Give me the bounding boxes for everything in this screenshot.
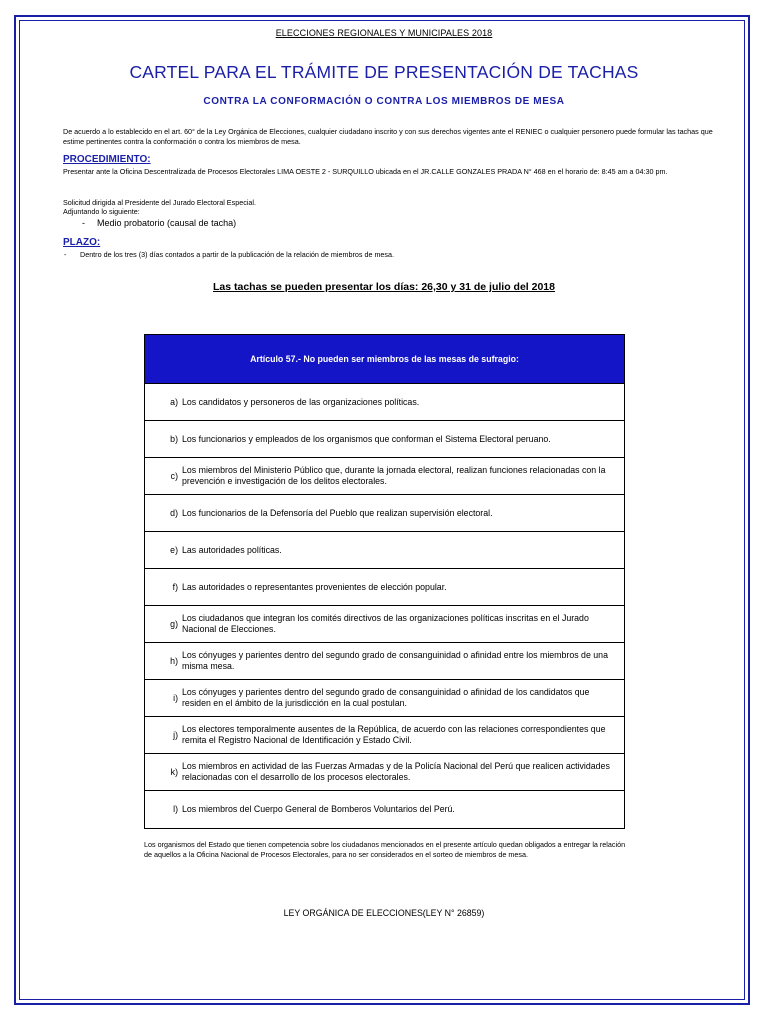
item-letter: d) — [170, 507, 178, 518]
law-reference: LEY ORGÁNICA DE ELECCIONES(LEY N° 26859) — [283, 908, 485, 918]
item-text: Los miembros del Ministerio Público que, durante la jornada electoral, realizan funciones relacionadas con la prevención e investigación de los delitos electorales. — [182, 465, 606, 486]
solicitud-text: Solicitud dirigida al Presidente del Jurado Electoral Especial. — [63, 198, 256, 207]
item-letter: b) — [170, 433, 178, 444]
intro-paragraph: De acuerdo a lo establecido en el art. 60° de la Ley Orgánica de Elecciones, cualquier ciudadano inscrito y con sus derechos vigentes ante el RENIEC o cualquier personero puede formular las tachas que estime pertinentes contra la conformación o contra los miembros de mesa. — [63, 127, 713, 146]
plazo-text: Dentro de los tres (3) días contados a partir de la publicación de la relación de miembros de mesa. — [80, 250, 395, 259]
medio-probatorio-item: Medio probatorio (causal de tacha) — [97, 218, 237, 228]
dates-line: Las tachas se pueden presentar los días: 26,30 y 31 de julio del 2018 — [213, 281, 555, 293]
item-letter: k) — [170, 766, 178, 777]
item-letter: a) — [170, 396, 178, 407]
table-row — [145, 569, 624, 606]
item-text: Las autoridades políticas. — [182, 544, 282, 555]
item-text: Los candidatos y personeros de las organizaciones políticas. — [182, 396, 420, 407]
table-row — [145, 458, 624, 495]
item-letter: i) — [173, 692, 178, 703]
item-text: Los cónyuges y parientes dentro del segundo grado de consanguinidad o afinidad de los candidatos que residen en el ámbito de la jurisdicción en la cual postulan. — [182, 687, 590, 708]
table-row — [145, 717, 624, 754]
election-label: ELECCIONES REGIONALES Y MUNICIPALES 2018 — [275, 28, 493, 38]
articulo-heading: Artículo 57.- No pueden ser miembros de las mesas de sufragio: — [145, 335, 624, 384]
table-row — [145, 680, 624, 717]
plazo-heading: PLAZO: — [63, 237, 101, 248]
bullet-dash: - — [64, 250, 67, 259]
procedimiento-text: Presentar ante la Oficina Descentralizada de Procesos Electorales LIMA OESTE 2 - SURQUILLO ubicada en el JR.CALLE GONZALES PRADA N° 468 en el horario de: 8:45 am a 04:30 pm. — [63, 167, 668, 176]
procedimiento-heading: PROCEDIMIENTO: — [63, 154, 151, 165]
item-letter: j) — [173, 729, 178, 740]
table-row — [145, 384, 624, 421]
item-text: Los miembros en actividad de las Fuerzas Armadas y de la Policía Nacional del Perú que realicen actividades relacionadas con el desarrollo de los procesos electorales. — [182, 761, 610, 782]
table-row — [145, 791, 624, 828]
item-letter: c) — [170, 470, 178, 481]
item-letter: g) — [170, 618, 178, 629]
articulo-table — [144, 334, 625, 829]
page-subtitle: CONTRA LA CONFORMACIÓN O CONTRA LOS MIEMBROS DE MESA — [203, 96, 565, 107]
item-text: Las autoridades o representantes provenientes de elección popular. — [182, 581, 447, 592]
bullet-dash: - — [82, 218, 85, 228]
footer-paragraph: Los organismos del Estado que tienen competencia sobre los ciudadanos mencionados en el presente artículo quedan obligados a entregar la relación de aquellos a la Oficina Nacional de Procesos Electorales, para no ser considerados en el sorteo de miembros de mesa. — [144, 840, 626, 859]
item-text: Los electores temporalmente ausentes de la República, de acuerdo con las relaciones correspondientes que remita el Registro Nacional de Identificación y Estado Civil. — [182, 724, 606, 745]
table-row — [145, 532, 624, 569]
item-text: Los cónyuges y parientes dentro del segundo grado de consanguinidad o afinidad entre los miembros de una misma mesa. — [182, 650, 608, 671]
item-text: Los funcionarios y empleados de los organismos que conforman el Sistema Electoral peruano. — [182, 433, 551, 444]
table-row — [145, 421, 624, 458]
item-letter: e) — [170, 544, 178, 555]
item-text: Los miembros del Cuerpo General de Bomberos Voluntarios del Perú. — [182, 804, 455, 814]
item-text: Los ciudadanos que integran los comités directivos de las organizaciones políticas inscritas en el Jurado Nacional de Elecciones. — [182, 613, 589, 634]
table-row — [145, 643, 624, 680]
table-row — [145, 495, 624, 532]
item-text: Los funcionarios de la Defensoría del Pueblo que realizan supervisión electoral. — [182, 507, 493, 518]
page-title: CARTEL PARA EL TRÁMITE DE PRESENTACIÓN DE TACHAS — [129, 62, 639, 82]
item-letter: l) — [173, 804, 178, 814]
item-letter: h) — [170, 655, 178, 666]
table-row — [145, 754, 624, 791]
adjuntando-text: Adjuntando lo siguiente: — [63, 207, 140, 216]
table-row — [145, 606, 624, 643]
item-letter: f) — [172, 581, 178, 592]
